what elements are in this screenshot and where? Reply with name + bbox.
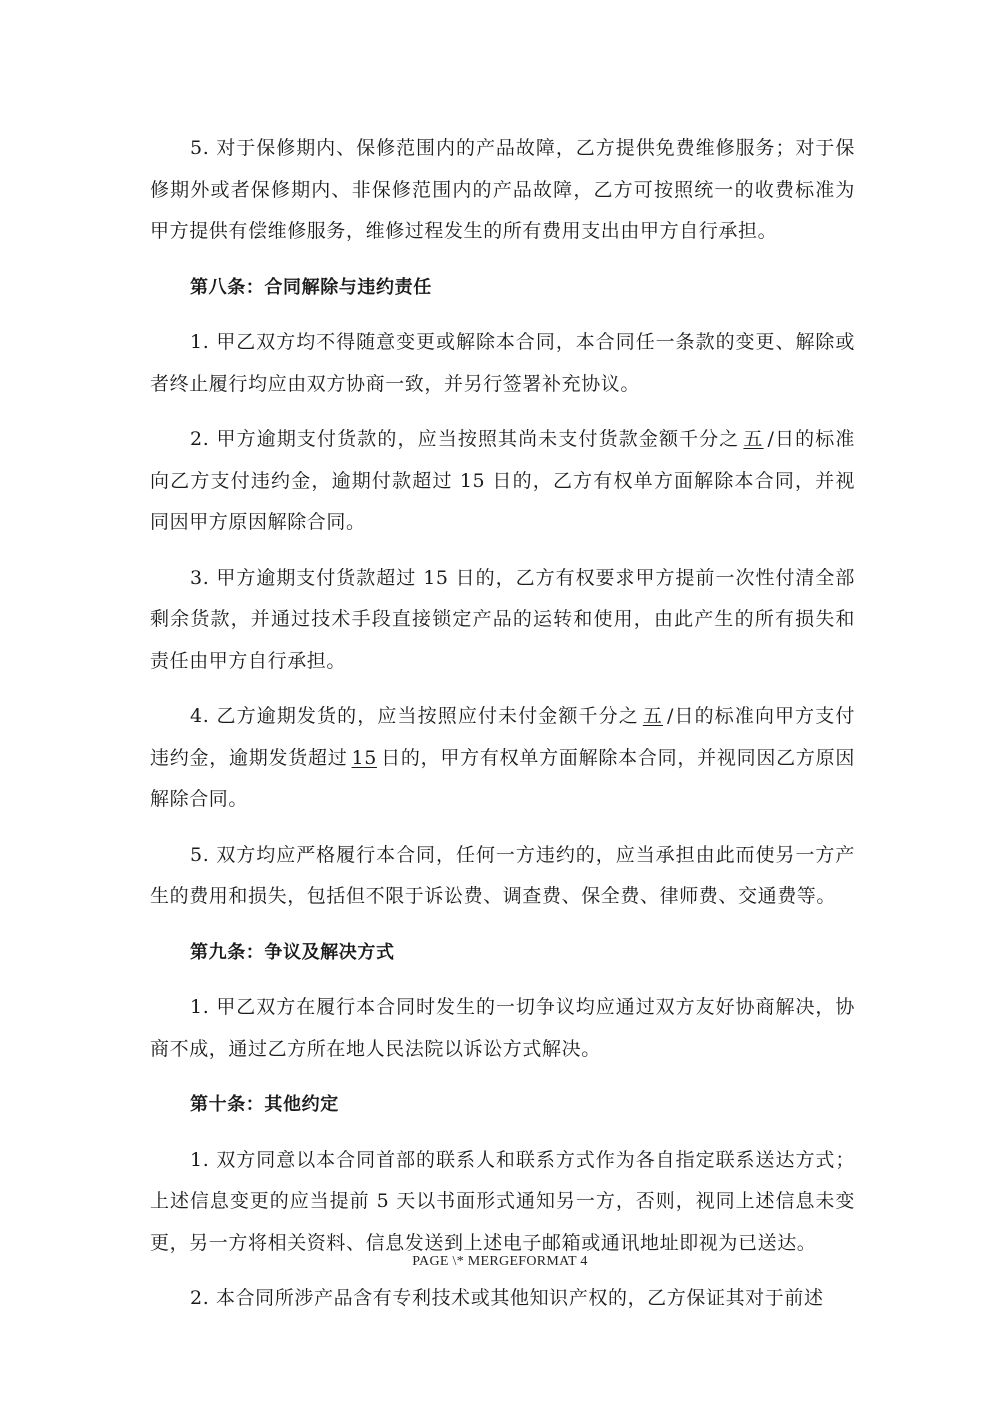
document-body — [150, 128, 855, 1334]
clause8-item4-blank2: 15 — [351, 746, 377, 769]
clause10-item1: 1. 双方同意以本合同首部的联系人和联系方式作为各自指定联系送达方式；上述信息变更的应当提前 5 天以书面形式通知另一方，否则，视同上述信息未变更，另一方将相关资料、信息发送到上述电子邮箱或通讯地址即视为已送达。 — [150, 1148, 855, 1254]
clause8-item2-text-a: 2. 甲方逾期支付货款的，应当按照其尚未支付货款金额千分之 — [190, 428, 740, 450]
clause8-item4-text-b: /日的标准向甲方支付违约金，逾期发货超过 — [150, 705, 856, 769]
clause8-item2-text-b: /日的标准向乙方支付违约金，逾期付款超过 15 日的，乙方有权单方面解除本合同，并视同因甲方原因解除合同。 — [150, 428, 855, 533]
clause7-item5: 5. 对于保修期内、保修范围内的产品故障，乙方提供免费维修服务；对于保修期外或者保修期内、非保修范围内的产品故障，乙方可按照统一的收费标准为甲方提供有偿维修服务，维修过程发生的所有费用支出由甲方自行承担。 — [150, 137, 855, 242]
clause8-item4-blank1: 五 — [642, 705, 663, 727]
clause8-item3: 3. 甲方逾期支付货款超过 15 日的，乙方有权要求甲方提前一次性付清全部剩余货款，并通过技术手段直接锁定产品的运转和使用，由此产生的所有损失和责任由甲方自行承担。 — [150, 566, 855, 672]
clause9-heading: 第九条：争议及解决方式 — [190, 941, 395, 963]
clause8-item4 — [150, 696, 855, 821]
clause8-item2-blank: 五 — [743, 428, 764, 450]
clause8-item2 — [150, 419, 855, 544]
clause8-heading: 第八条：合同解除与违约责任 — [190, 276, 432, 298]
clause10-heading: 第十条：其他约定 — [190, 1094, 339, 1115]
clause8-item4-text-c: 日的，甲方有权单方面解除本合同，并视同因乙方原因解除合同。 — [150, 746, 855, 810]
clause10-item2: 2. 本合同所涉产品含有专利技术或其他知识产权的，乙方保证其对于前述 — [190, 1287, 824, 1309]
clause9-item1: 1. 甲乙双方在履行本合同时发生的一切争议均应通过双方友好协商解决，协商不成，通过乙方所在地人民法院以诉讼方式解决。 — [150, 996, 855, 1060]
clause8-item5: 5. 双方均应严格履行本合同，任何一方违约的，应当承担由此而使另一方产生的费用和损失，包括但不限于诉讼费、调查费、保全费、律师费、交通费等。 — [150, 843, 855, 907]
page-footer: PAGE \* MERGEFORMAT 4 — [412, 1254, 588, 1269]
clause8-item4-text-a: 4. 乙方逾期发货的，应当按照应付未付金额千分之 — [190, 705, 639, 727]
clause8-item1: 1. 甲乙双方均不得随意变更或解除本合同，本合同任一条款的变更、解除或者终止履行均应由双方协商一致，并另行签署补充协议。 — [150, 331, 855, 395]
